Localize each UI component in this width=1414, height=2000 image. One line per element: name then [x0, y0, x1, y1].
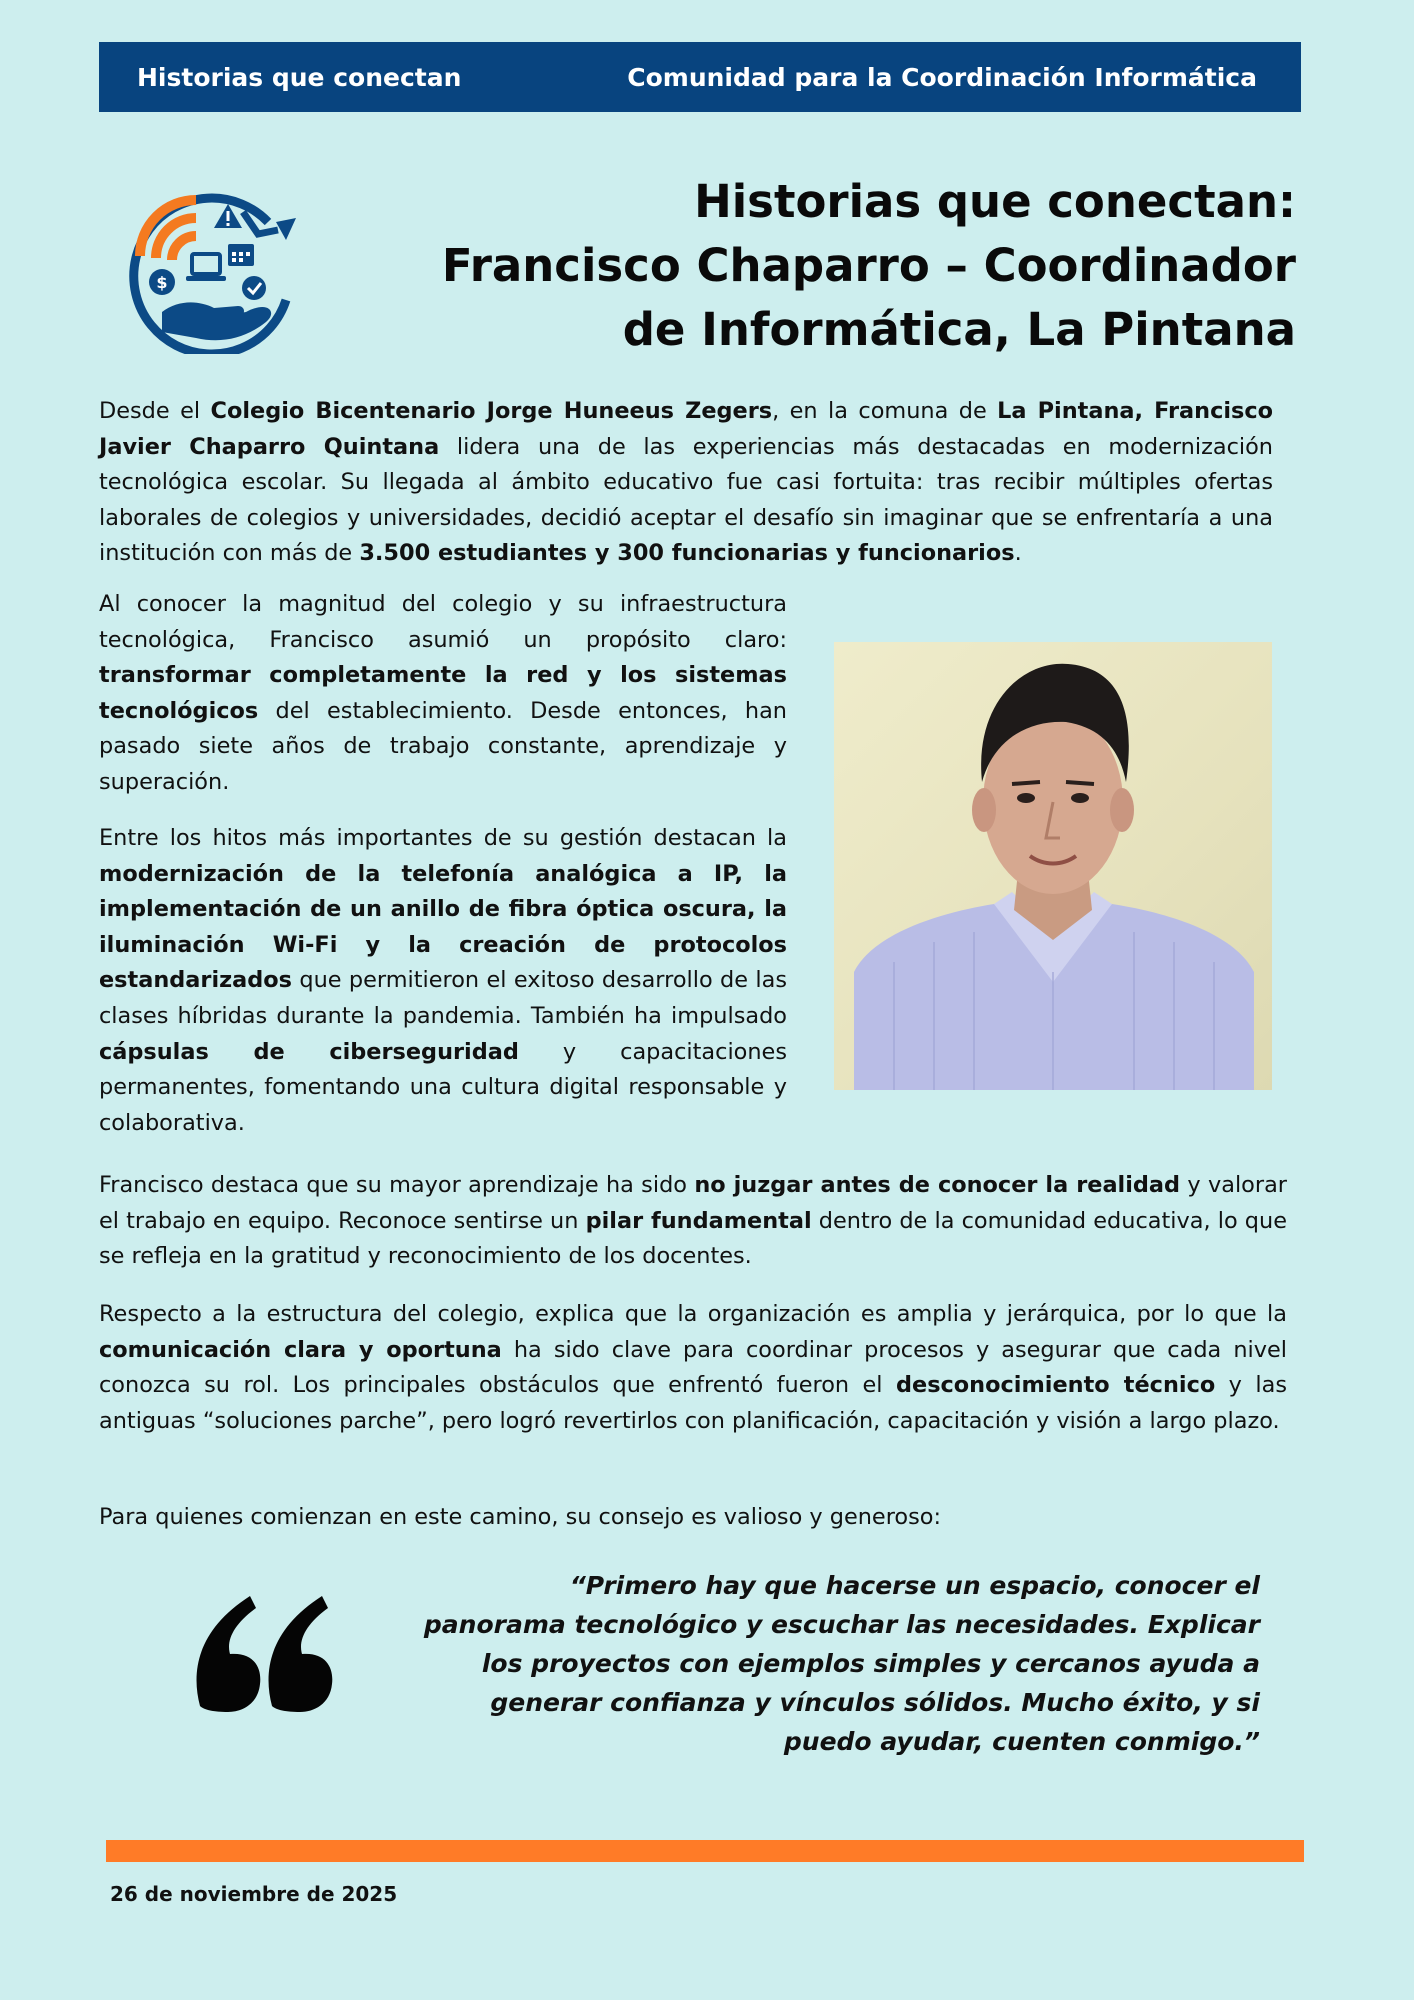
- paragraph-milestones: [99, 821, 787, 1141]
- bold-text: desconocimiento técnico: [895, 1372, 1216, 1399]
- paragraph-advice-intro: [99, 1500, 1287, 1536]
- body-text: que permitieron el exitoso desarrollo de las clases híbridas durante la pandemia. También ha impulsado: [99, 967, 787, 1029]
- body-text: y valorar el trabajo en equipo. Reconoce sentirse un: [99, 1172, 1288, 1234]
- bold-text: cápsulas de ciberseguridad: [99, 1038, 519, 1065]
- portrait-photo: [834, 642, 1272, 1090]
- bold-text: comunicación clara y oportuna: [99, 1336, 502, 1363]
- body-text: dentro de la comunidad educativa, lo que se refleja en la gratitud y reconocimiento de los docentes.: [99, 1207, 1287, 1270]
- body-text: , en la comuna de: [772, 398, 998, 424]
- bold-text: pilar fundamental: [585, 1207, 812, 1234]
- page-title: Historias que conectan: Francisco Chaparro – Coordinador de Informática, La Pintana: [441, 175, 1296, 356]
- body-text: Respecto a la estructura del colegio, explica que la organización es amplia y jerárquica, por lo que la: [99, 1301, 1287, 1327]
- publication-date: 26 de noviembre de 2025: [110, 1882, 398, 1906]
- banner-right-title: Comunidad para la Coordinación Informática: [627, 62, 1257, 92]
- body-text: Al conocer la magnitud del colegio y su infraestructura tecnológica, Francisco asumió un propósito claro:: [99, 591, 787, 653]
- svg-text:$: $: [156, 273, 168, 292]
- paragraph-purpose: [99, 587, 787, 801]
- bold-text: Colegio Bicentenario Jorge Huneeus Zegers: [210, 398, 773, 424]
- body-text: del establecimiento. Desde entonces, han pasado siete años de trabajo constante, aprendizaje y superación.: [99, 697, 787, 795]
- body-text: ha sido clave para coordinar procesos y asegurar que cada nivel conozca su rol. Los principales obstáculos que enfrentó fueron el: [99, 1336, 1287, 1399]
- banner-left-title: Historias que conectan: [137, 62, 462, 92]
- footer-accent-bar: [106, 1840, 1304, 1862]
- bold-text: transformar completamente la red y los sistemas tecnológicos: [99, 662, 787, 724]
- paragraph-structure: [99, 1297, 1287, 1439]
- body-text: lidera una de las experiencias más destacadas en modernización tecnológica escolar. Su llegada al ámbito educativo fue casi fortuita: tras recibir múltiples ofertas laborales de colegios y universidades, decidió aceptar el desafío sin imaginar que se enfrentaría a una institución con más de: [99, 433, 1273, 567]
- paragraph-intro: [99, 394, 1273, 572]
- body-text: Desde el: [99, 398, 211, 424]
- bold-text: La Pintana, Francisco Javier Chaparro Quintana: [99, 398, 1273, 460]
- body-text: Entre los hitos más importantes de su gestión destacan la: [99, 825, 787, 851]
- body-text: y las antiguas “soluciones parche”, pero logró revertirlos con planificación, capacitación y visión a largo plazo.: [99, 1372, 1287, 1434]
- top-banner: [99, 42, 1301, 112]
- community-support-logo-icon: [118, 182, 308, 354]
- body-text: y capacitaciones permanentes, fomentando una cultura digital responsable y colaborativa.: [99, 1038, 787, 1136]
- bold-text: modernización de la telefonía analógica a IP, la implementación de un anillo de fibra óptica oscura, la iluminación Wi-Fi y la creación de protocolos estandarizados: [99, 860, 787, 994]
- advice-quote: “Primero hay que hacerse un espacio, conocer el panorama tecnológico y escuchar las necesidades. Explicar los proyectos con ejemplos simples y cercanos ayuda a generar confianza y vínculos sólidos. Mucho éxito, y si puedo ayudar, cuenten conmigo.”: [423, 1571, 1260, 1756]
- bold-text: no juzgar antes de conocer la realidad: [694, 1172, 1181, 1198]
- quote-mark-icon: [190, 1588, 335, 1713]
- body-text: Francisco destaca que su mayor aprendizaje ha sido: [99, 1172, 695, 1198]
- bold-text: 3.500 estudiantes y 300 funcionarias y funcionarios: [359, 540, 1015, 567]
- body-text: .: [1014, 540, 1022, 567]
- paragraph-learning: [99, 1168, 1287, 1275]
- body-text: Para quienes comienzan en este camino, su consejo es valioso y generoso:: [99, 1504, 942, 1530]
